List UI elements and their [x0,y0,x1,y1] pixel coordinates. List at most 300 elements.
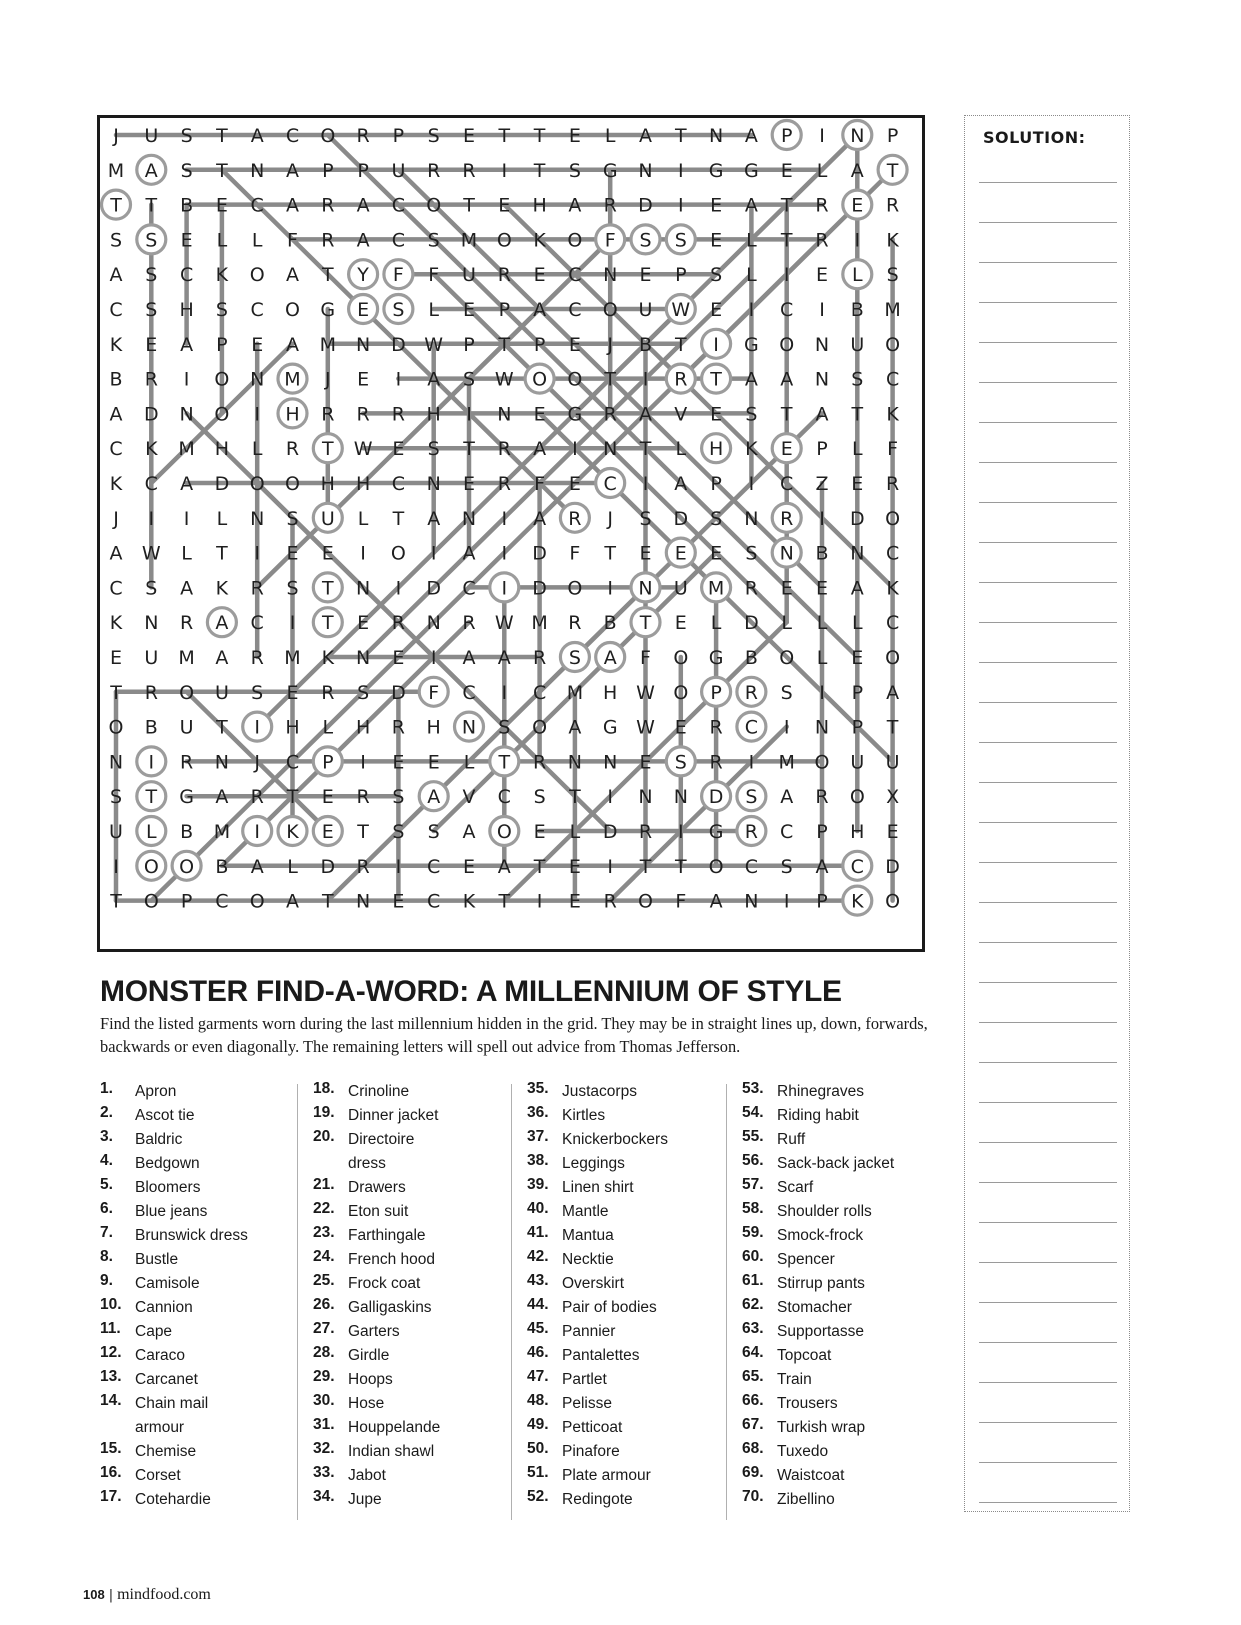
grid-letter: U [462,264,476,287]
solution-line[interactable] [979,262,1117,263]
word-list-item [313,1224,503,1248]
grid-letter: C [780,473,794,495]
grid-letter: M [531,612,548,635]
grid-letter: R [391,612,406,635]
word-text: Bustle [135,1251,179,1268]
grid-letter: R [497,473,511,495]
grid-letter: P [851,681,864,704]
grid-letter: E [639,542,652,565]
grid-letter: C [497,786,511,809]
solution-line[interactable] [979,1222,1117,1223]
grid-letter: O [390,542,406,565]
word-number: 60. [742,1248,764,1265]
grid-letter: K [215,577,229,600]
grid-letter: O [885,507,901,530]
grid-letter: K [851,890,864,913]
grid-letter: T [498,125,511,147]
solution-line[interactable] [979,302,1117,303]
word-number: 39. [527,1176,549,1193]
grid-letter: O [885,647,901,669]
grid-letter: O [496,229,512,252]
solution-line[interactable] [979,702,1117,703]
grid-letter: E [462,299,476,321]
word-list-item [527,1440,717,1464]
word-list-item [100,1080,290,1104]
grid-letter: I [254,716,261,739]
word-text: Train [777,1371,812,1388]
word-list-item [742,1320,932,1344]
grid-letter: L [816,612,828,635]
word-number: 52. [527,1488,549,1505]
solution-line[interactable] [979,782,1117,783]
grid-letter: D [532,542,547,565]
grid-letter: A [462,647,476,669]
grid-letter: I [677,159,684,182]
grid-letter: A [886,681,900,704]
grid-letter: B [744,647,758,669]
grid-letter: C [532,681,547,704]
grid-letter: Z [815,473,829,495]
grid-letter: S [145,229,158,252]
grid-letter: I [783,716,790,739]
word-list-item [100,1128,290,1152]
grid-letter: L [357,507,369,530]
word-text: Galligaskins [348,1299,432,1316]
grid-letter: I [360,542,366,565]
grid-letter: L [251,229,263,252]
grid-letter: T [674,125,687,147]
grid-letter: I [819,507,825,530]
grid-letter: F [887,438,899,461]
grid-letter: P [816,821,828,843]
grid-letter: S [780,681,793,704]
grid-letter: N [603,264,618,287]
grid-letter: E [568,890,581,913]
word-list-item [527,1152,717,1176]
grid-letter: T [357,821,369,843]
word-text: Tuxedo [777,1443,829,1460]
grid-letter: G [708,647,724,669]
solution-line[interactable] [979,1102,1117,1103]
grid-letter: R [179,612,194,635]
word-number: 54. [742,1104,764,1121]
grid-letter: N [638,159,653,182]
word-list-item [742,1368,932,1392]
word-number: 20. [313,1128,335,1145]
grid-letter: S [427,438,440,461]
grid-letter: R [744,681,759,704]
word-list-item [527,1104,717,1128]
word-number: 8. [100,1248,113,1265]
grid-letter: O [779,333,795,356]
word-text: Farthingale [348,1227,426,1244]
solution-line[interactable] [979,662,1117,663]
grid-letter: F [287,229,298,252]
word-text: Chemise [135,1443,197,1460]
solution-line[interactable] [979,742,1117,743]
grid-letter: H [426,716,441,739]
word-list-item [742,1392,932,1416]
grid-letter: R [780,507,794,530]
solution-line[interactable] [979,1142,1117,1143]
grid-letter: S [286,577,299,600]
grid-letter: R [568,507,582,530]
solution-line[interactable] [979,822,1117,823]
grid-letter: T [110,890,122,913]
grid-letter: B [638,333,653,356]
grid-letter: T [710,368,722,391]
grid-letter: K [462,890,476,913]
word-number: 48. [527,1392,549,1409]
grid-letter: H [285,716,300,739]
grid-letter: E [321,786,334,809]
grid-letter: I [395,855,402,878]
grid-letter: A [286,194,299,217]
grid-letter: W [424,333,444,356]
grid-letter: N [567,751,583,774]
grid-letter: N [708,125,724,147]
solution-line[interactable] [979,382,1117,383]
grid-letter: E [851,647,864,669]
grid-letter: O [496,821,512,843]
solution-line[interactable] [979,422,1117,423]
grid-letter: R [391,403,406,426]
grid-letter: C [250,299,264,321]
grid-letter: C [885,368,900,391]
grid-letter: R [815,229,829,252]
grid-letter: I [148,751,155,774]
grid-letter: E [392,438,405,461]
grid-letter: C [568,264,582,287]
word-search-grid [97,115,925,952]
word-list-item [527,1296,717,1320]
grid-letter: A [744,368,758,391]
grid-letter: D [320,855,336,878]
word-text: Plate armour [562,1467,651,1484]
word-text: Partlet [562,1371,607,1388]
grid-letter: A [497,855,511,878]
grid-letter: M [178,438,195,461]
word-list-item [742,1104,932,1128]
word-text: Blue jeans [135,1203,208,1220]
grid-letter: E [710,194,723,217]
word-number: 42. [527,1248,549,1265]
word-list-item [313,1104,503,1128]
grid-letter: I [713,333,719,356]
grid-letter: A [603,647,617,669]
grid-letter: C [780,299,794,321]
solution-line[interactable] [979,862,1117,863]
grid-letter: C [391,473,406,495]
word-number: 22. [313,1200,335,1217]
word-number: 28. [313,1344,335,1361]
grid-letter: B [603,612,617,635]
grid-letter: J [607,507,614,530]
grid-letter: R [250,647,264,669]
solution-line[interactable] [979,1182,1117,1183]
word-text: Jupe [348,1491,382,1508]
word-number: 3. [100,1128,113,1145]
grid-letter: J [113,507,119,530]
solution-line[interactable] [979,182,1117,183]
solution-line[interactable] [979,1382,1117,1383]
grid-letter: E [780,577,793,600]
grid-letter: H [532,194,547,217]
word-text: Jabot [348,1467,386,1484]
word-number: 44. [527,1296,549,1313]
grid-letter: R [356,786,370,809]
grid-letter: E [533,403,546,426]
grid-letter: N [355,890,371,913]
word-number: 2. [100,1104,113,1121]
grid-letter: B [180,821,194,843]
grid-letter: O [532,368,548,391]
word-list-item [527,1464,717,1488]
grid-letter: E [710,299,723,321]
word-text: Trousers [777,1395,838,1412]
word-list-item [313,1488,503,1512]
grid-letter: M [884,299,901,321]
solution-line[interactable] [979,902,1117,903]
grid-letter: I [783,890,790,913]
word-text: Houppelande [348,1419,441,1436]
word-text: Redingote [562,1491,633,1508]
word-text: Chain mail armour [135,1395,209,1436]
word-text: Mantua [562,1227,614,1244]
grid-letter: A [533,299,547,321]
word-list-item [100,1464,290,1488]
grid-letter: T [851,403,864,426]
grid-letter: S [392,786,405,809]
grid-letter: N [461,507,477,530]
grid-letter: N [744,890,759,913]
grid-letter: T [216,542,228,565]
grid-letter: I [183,368,190,391]
grid-letter: A [180,577,194,600]
grid-letter: L [216,507,228,530]
grid-letter: B [109,368,123,391]
grid-letter: K [533,229,546,252]
grid-letter: A [109,542,123,565]
word-text: Topcoat [777,1347,832,1364]
grid-letter: S [286,507,299,530]
solution-line[interactable] [979,1062,1117,1063]
word-list-item [100,1440,290,1464]
solution-line[interactable] [979,462,1117,463]
grid-letter: U [109,821,123,843]
grid-letter: S [145,299,158,321]
grid-letter: P [816,438,828,461]
grid-letter: S [745,542,758,565]
grid-letter: B [850,299,864,321]
grid-letter: J [324,368,331,391]
grid-letter: A [144,159,158,182]
grid-letter: D [143,403,159,426]
grid-letter: S [568,159,581,182]
grid-letter: C [391,194,406,217]
grid-letter: S [180,159,193,182]
word-list-item [742,1224,932,1248]
word-text: Girdle [348,1347,390,1364]
strike-line [610,727,787,901]
grid-letter: R [356,855,370,878]
solution-line[interactable] [979,982,1117,983]
grid-letter: A [709,890,723,913]
grid-letter: R [603,403,617,426]
word-list-item [742,1128,932,1152]
word-list-item [742,1344,932,1368]
word-text: Bloomers [135,1179,201,1196]
grid-letter: A [639,125,652,147]
grid-letter: A [850,577,864,600]
word-number: 37. [527,1128,549,1145]
grid-letter: R [815,194,829,217]
grid-letter: B [180,194,194,217]
word-list-item [742,1296,932,1320]
grid-letter: I [254,821,261,843]
grid-letter: D [708,786,724,809]
word-number: 58. [742,1200,764,1217]
word-list-item [527,1416,717,1440]
word-list-item [100,1368,290,1392]
grid-letter: W [141,542,161,565]
grid-letter: L [251,438,263,461]
grid-letter: I [501,681,508,704]
grid-letter: P [180,890,193,913]
grid-letter: M [284,368,301,391]
solution-line[interactable] [979,1262,1117,1263]
word-number: 65. [742,1368,764,1385]
grid-letter: N [850,125,865,147]
solution-line[interactable] [979,542,1117,543]
word-list-item [100,1104,290,1128]
word-number: 4. [100,1152,113,1169]
grid-letter: W [494,612,514,635]
puzzle-title: MONSTER FIND-A-WORD: A MILLENNIUM OF STYLE [100,975,842,1008]
solution-line[interactable] [979,1422,1117,1423]
grid-letter: C [179,264,194,287]
grid-letter: E [392,647,405,669]
grid-letter: L [146,821,157,843]
grid-letter: A [109,264,123,287]
grid-letter: R [250,786,264,809]
solution-line[interactable] [979,942,1117,943]
grid-letter: P [533,333,546,356]
word-text: Crinoline [348,1083,410,1100]
solution-line[interactable] [979,1342,1117,1343]
grid-letter: N [814,716,830,739]
grid-letter: R [532,751,547,774]
grid-letter: R [603,194,617,217]
grid-letter: T [498,333,511,356]
word-number: 11. [100,1320,121,1337]
grid-letter: R [391,716,406,739]
word-text: Smock-frock [777,1227,864,1244]
grid-letter: W [671,299,691,321]
grid-letter: P [710,473,722,495]
grid-letter: T [110,681,122,704]
grid-letter: N [779,542,794,565]
grid-letter: D [673,507,689,530]
word-list-item [742,1464,932,1488]
grid-letter: E [321,542,334,565]
grid-letter: N [744,507,759,530]
solution-line[interactable] [979,622,1117,623]
word-list-item [313,1392,503,1416]
solution-line[interactable] [979,1302,1117,1303]
solution-line[interactable] [979,502,1117,503]
solution-line[interactable] [979,582,1117,583]
grid-letter: L [852,264,863,287]
grid-letter: P [463,333,475,356]
grid-letter: S [109,786,123,809]
solution-line[interactable] [979,1462,1117,1463]
grid-letter: R [144,368,158,391]
grid-letter: A [533,438,547,461]
grid-letter: N [814,368,830,391]
grid-letter: E [815,264,829,287]
grid-letter: A [815,403,829,426]
grid-letter: I [360,751,366,774]
grid-letter: T [604,368,617,391]
grid-letter: A [497,647,511,669]
grid-letter: T [674,855,687,878]
word-text: Petticoat [562,1419,623,1436]
word-number: 63. [742,1320,764,1337]
grid-letter: T [886,159,899,182]
grid-letter: T [639,855,652,878]
word-number: 10. [100,1296,122,1313]
word-number: 68. [742,1440,764,1457]
word-number: 9. [100,1272,113,1289]
grid-letter: K [215,264,229,287]
grid-letter: A [286,890,299,913]
word-text: Necktie [562,1251,614,1268]
grid-letter: H [708,438,724,461]
word-text: Knickerbockers [562,1131,668,1148]
grid-letter: E [568,473,581,495]
grid-letter: H [355,473,371,495]
grid-letter: I [607,577,614,600]
grid-letter: E [392,751,405,774]
grid-letter: N [426,612,441,635]
word-text: Scarf [777,1179,814,1196]
grid-letter: N [603,438,618,461]
grid-letter: M [319,333,337,356]
grid-letter: X [886,786,900,809]
grid-letter: E [639,751,652,774]
grid-letter: L [604,125,616,147]
word-list-item [313,1080,503,1104]
grid-letter: M [284,647,301,669]
solution-line[interactable] [979,342,1117,343]
grid-letter: O [885,333,901,356]
grid-letter: N [603,751,618,774]
grid-letter: A [427,786,441,809]
solution-line[interactable] [979,222,1117,223]
grid-letter: L [852,612,863,635]
grid-letter: I [783,264,790,287]
word-number: 69. [742,1464,764,1481]
word-number: 24. [313,1248,335,1265]
solution-line[interactable] [979,1022,1117,1023]
grid-letter: G [602,716,618,739]
grid-letter: C [462,681,476,704]
word-text: Caraco [135,1347,185,1364]
word-text: Hoops [348,1371,393,1388]
solution-line[interactable] [979,1502,1117,1503]
grid-letter: N [850,542,865,565]
